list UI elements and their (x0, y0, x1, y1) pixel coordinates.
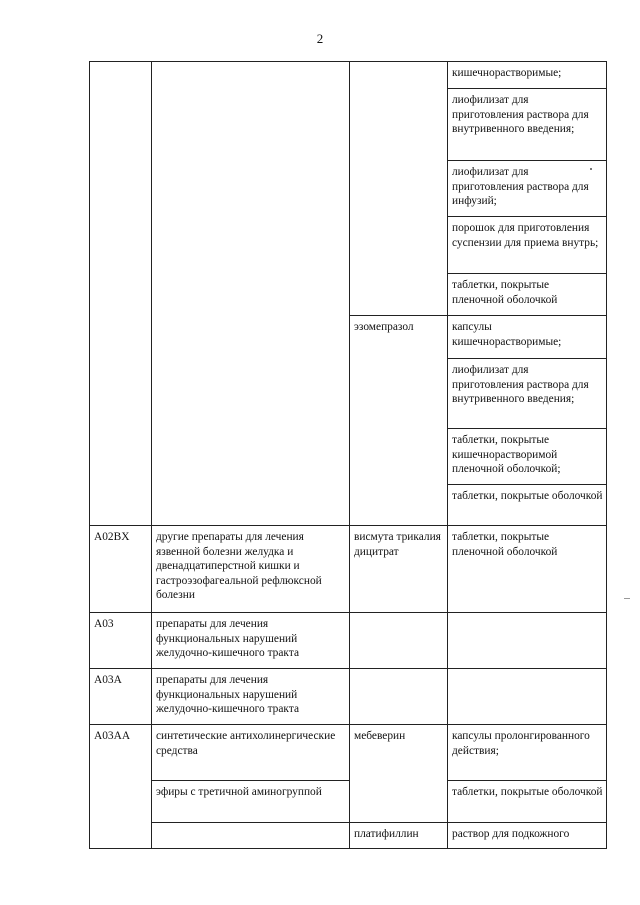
table-row (90, 526, 607, 613)
table-row (90, 823, 607, 849)
atc-code-cell: A02BX (90, 526, 152, 613)
table-row (90, 62, 607, 89)
scan-speck (590, 168, 592, 170)
atc-code-cell (90, 62, 152, 526)
group-cell (152, 62, 350, 526)
dosage-form-cell: порошок для приготовления суспензии для приема внутрь; (448, 217, 607, 274)
group-cell: препараты для лечения функциональных нарушений желудочно-кишечного тракта (152, 669, 350, 725)
dosage-form-cell: лиофилизат для приготовления раствора для внутривенного введения; (448, 89, 607, 161)
dosage-form-cell (448, 669, 607, 725)
dosage-form-cell: таблетки, покрытые оболочкой (448, 485, 607, 526)
dosage-form-cell: таблетки, покрытые оболочкой (448, 781, 607, 823)
substance-cell: эзомепразол (350, 316, 448, 526)
dosage-form-cell: раствор для подкожного (448, 823, 607, 849)
dosage-form-cell: капсулы пролонгированного действия; (448, 725, 607, 781)
dosage-form-cell (448, 613, 607, 669)
table-row (90, 669, 607, 725)
dosage-form-cell: кишечнорастворимые; (448, 62, 607, 89)
scan-mark (624, 598, 630, 599)
page-number: 2 (316, 31, 324, 46)
substance-cell: платифиллин (350, 823, 448, 849)
dosage-form-cell: таблетки, покрытые пленочной оболочкой (448, 526, 607, 613)
atc-code-cell: A03A (90, 669, 152, 725)
substance-cell: висмута трикалия дицитрат (350, 526, 448, 613)
dosage-form-cell: таблетки, покрытые кишечнорастворимой пленочной оболочкой; (448, 429, 607, 485)
group-cell: препараты для лечения функциональных нарушений желудочно-кишечного тракта (152, 613, 350, 669)
substance-cell (350, 669, 448, 725)
group-cell: синтетические антихолинергические средства (152, 725, 350, 781)
table-row (90, 781, 607, 823)
atc-code-cell: A03 (90, 613, 152, 669)
group-cell: другие препараты для лечения язвенной болезни желудка и двенадцатиперстной кишки и гастроэзофагеальной рефлюксной болезни (152, 526, 350, 613)
substance-cell (350, 613, 448, 669)
dosage-form-cell: лиофилизат для приготовления раствора для инфузий; (448, 161, 607, 217)
atc-code-cell: A03AA (90, 725, 152, 849)
group-cell (152, 823, 350, 849)
drug-table (89, 61, 607, 849)
table-row (90, 613, 607, 669)
dosage-form-cell: таблетки, покрытые пленочной оболочкой (448, 274, 607, 316)
group-cell: эфиры с третичной аминогруппой (152, 781, 350, 823)
substance-cell (350, 62, 448, 316)
dosage-form-cell: лиофилизат для приготовления раствора для внутривенного введения; (448, 359, 607, 429)
dosage-form-cell: капсулы кишечнорастворимые; (448, 316, 607, 359)
substance-cell: мебеверин (350, 725, 448, 823)
table-row (90, 725, 607, 781)
